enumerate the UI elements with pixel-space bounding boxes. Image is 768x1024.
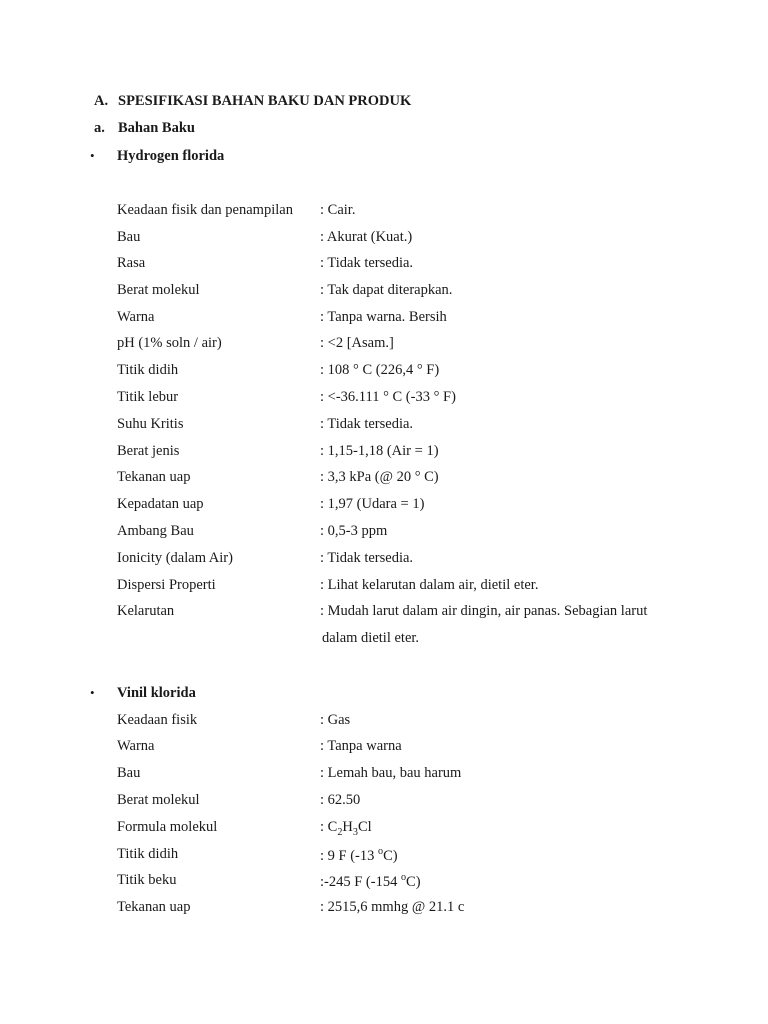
property-row [117, 819, 677, 846]
subsection-heading [94, 120, 195, 137]
hydrogen-florida-title: Hydrogen florida [117, 148, 225, 164]
property-row [117, 309, 677, 336]
property-label: Rasa [117, 255, 146, 271]
property-label: Tekanan uap [117, 899, 191, 915]
property-value: : Gas [320, 712, 351, 728]
property-label: Warna [117, 309, 155, 325]
property-row [117, 577, 677, 604]
property-label: Bau [117, 765, 141, 781]
property-label: Warna [117, 738, 155, 754]
property-value: : 3,3 kPa (@ 20 ° C) [320, 469, 439, 485]
formula-subscript-1: 2 [337, 826, 343, 838]
property-row [117, 712, 677, 739]
property-value: : Tidak tersedia. [320, 255, 414, 271]
property-label: Berat jenis [117, 443, 180, 459]
property-value [320, 872, 421, 891]
formula-mid: H [342, 819, 353, 835]
property-label: Suhu Kritis [117, 416, 184, 432]
degree-superscript: o [378, 846, 384, 857]
property-value: : 2515,6 mmhg @ 21.1 c [320, 899, 465, 915]
property-label: Titik didih [117, 362, 179, 378]
formula-subscript-2: 3 [352, 826, 358, 838]
property-value: : Lihat kelarutan dalam air, dietil eter. [320, 577, 539, 593]
property-row [117, 362, 677, 389]
section-marker: A. [94, 93, 109, 109]
property-value: : 0,5-3 ppm [320, 523, 388, 539]
property-label: Tekanan uap [117, 469, 191, 485]
property-label: Ionicity (dalam Air) [117, 550, 233, 566]
property-value: : Tak dapat diterapkan. [320, 282, 453, 298]
value-prefix: :-245 F (-154 [320, 873, 401, 890]
property-label: Titik lebur [117, 389, 179, 405]
property-value: : 108 ° C (226,4 ° F) [320, 362, 440, 378]
subsection-title: Bahan Baku [118, 120, 195, 136]
property-label: Berat molekul [117, 282, 200, 298]
property-row [117, 523, 677, 550]
property-row [117, 899, 677, 926]
property-row [117, 496, 677, 523]
property-row [117, 335, 677, 362]
property-row [117, 443, 677, 470]
property-label: Berat molekul [117, 792, 200, 808]
property-label: Kelarutan [117, 603, 175, 619]
subsection-marker: a. [94, 120, 105, 136]
formula-prefix: : C [320, 819, 338, 835]
property-row [117, 603, 677, 657]
property-row [117, 202, 677, 229]
property-value: : Lemah bau, bau harum [320, 765, 462, 781]
property-value: : Tanpa warna. Bersih [320, 309, 447, 325]
bullet-icon: • [90, 148, 95, 163]
property-label: Keadaan fisik dan penampilan [117, 202, 293, 218]
property-row [117, 255, 677, 282]
degree-superscript: o [400, 872, 407, 883]
property-value: : <2 [Asam.] [320, 335, 394, 351]
section-heading [94, 93, 411, 110]
property-row [117, 765, 677, 792]
property-value: : 1,15-1,18 (Air = 1) [320, 443, 439, 459]
property-value-continuation: dalam dietil eter. [322, 630, 420, 646]
bullet-icon: • [90, 685, 95, 700]
value-prefix: : 9 F (-13 [320, 847, 378, 864]
property-row [117, 389, 677, 416]
property-label: pH (1% soln / air) [117, 335, 222, 351]
property-row [117, 282, 677, 309]
value-suffix: C) [406, 873, 421, 890]
section-title: SPESIFIKASI BAHAN BAKU DAN PRODUK [118, 93, 412, 109]
value-suffix: C) [383, 847, 398, 864]
property-row [117, 469, 677, 496]
property-row [117, 846, 677, 873]
property-value: : Tidak tersedia. [320, 416, 414, 432]
vinil-klorida-title: Vinil klorida [117, 685, 196, 701]
property-label: Ambang Bau [117, 523, 194, 539]
formula-suffix: Cl [357, 819, 372, 835]
property-value: : Akurat (Kuat.) [320, 229, 413, 245]
property-label: Titik didih [117, 846, 179, 862]
property-row [117, 550, 677, 577]
property-label: Keadaan fisik [117, 712, 198, 728]
property-row [117, 738, 677, 765]
property-row [117, 229, 677, 256]
property-value [320, 819, 372, 838]
property-value: : Tidak tersedia. [320, 550, 414, 566]
property-row [117, 416, 677, 443]
property-value: : Cair. [320, 202, 356, 218]
property-value: : <-36.111 ° C (-33 ° F) [320, 389, 456, 405]
property-row [117, 792, 677, 819]
property-label: Titik beku [117, 872, 177, 888]
property-value: : Mudah larut dalam air dingin, air panas. Sebagian larut [320, 603, 648, 619]
property-label: Bau [117, 229, 141, 245]
property-value: : 62.50 [320, 792, 361, 808]
property-label: Dispersi Properti [117, 577, 216, 593]
property-value [320, 846, 398, 865]
property-value: : Tanpa warna [320, 738, 402, 754]
property-label: Formula molekul [117, 819, 218, 835]
property-value: : 1,97 (Udara = 1) [320, 496, 425, 512]
property-row [117, 872, 677, 899]
property-label: Kepadatan uap [117, 496, 204, 512]
